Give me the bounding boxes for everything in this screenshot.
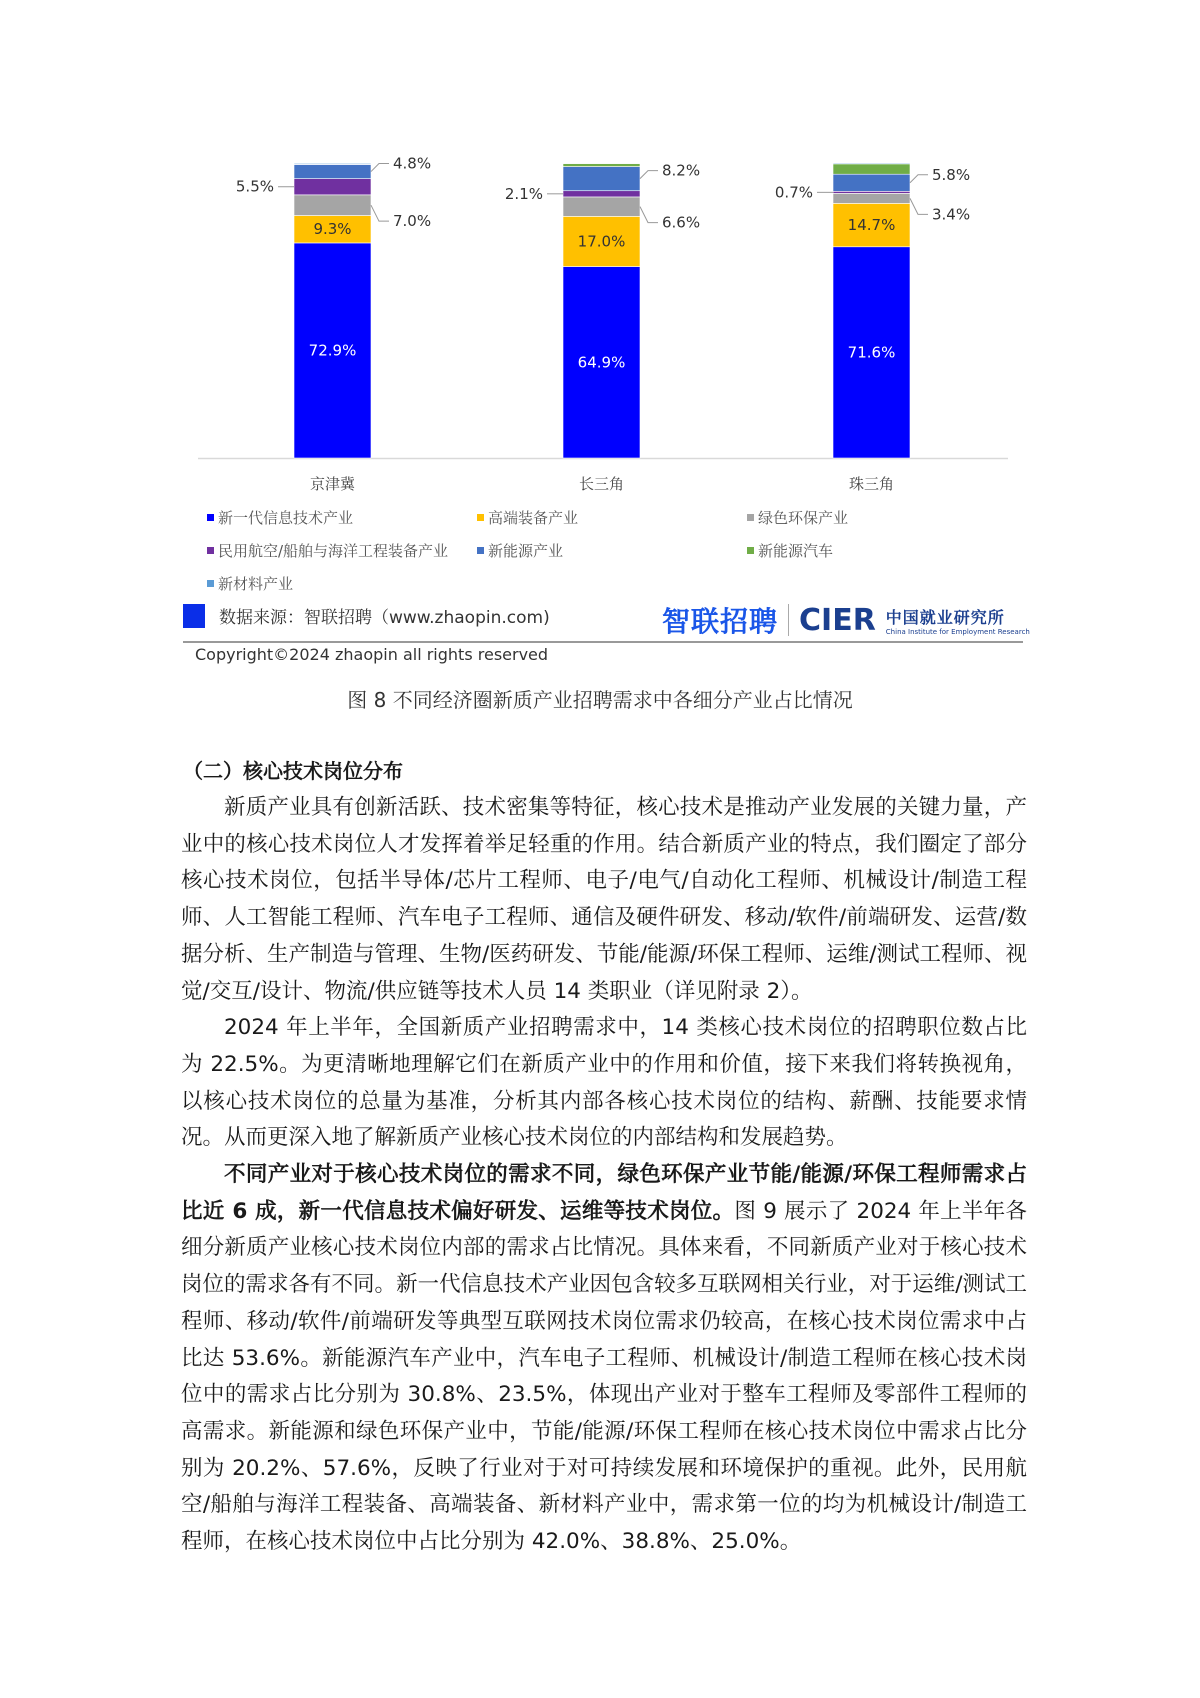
legend-swatch: [207, 547, 214, 554]
data-label: 9.3%: [313, 220, 352, 239]
paragraph-bold-lead: 不同产业对于核心技术岗位的需求不同，绿色环保产业节能/能源/环保工程师需求占比近 6 成，新一代信息技术偏好研发、运维等技术岗位。: [181, 1162, 1027, 1224]
body-text: [181, 756, 1027, 1561]
legend-label: 新能源汽车: [758, 542, 834, 560]
divider: [183, 641, 1023, 643]
source-marker: [183, 604, 205, 628]
bar-segment: [294, 179, 371, 195]
cier-logo: CIER: [799, 602, 876, 638]
copyright: Copyright©2024 zhaopin all rights reserved: [195, 645, 549, 664]
leader-line: [371, 164, 389, 172]
paragraph: [181, 1157, 1027, 1561]
data-label: 8.2%: [662, 161, 701, 180]
data-label: 2.1%: [504, 184, 543, 203]
data-label: 17.0%: [577, 232, 626, 251]
category-label: 京津冀: [309, 475, 356, 493]
category-label: 长三角: [578, 475, 625, 493]
zhaopin-logo: 智联招聘: [662, 605, 779, 638]
bar-segment: [563, 167, 640, 191]
source-label: 数据来源：智联招聘（www.zhaopin.com): [219, 608, 550, 628]
data-source: [183, 603, 550, 628]
data-label: 4.8%: [393, 154, 432, 173]
legend-item: [747, 507, 848, 528]
cier-en-name: China Institute for Employment Research: [885, 627, 1030, 636]
paragraph: 2024 年上半年，全国新质产业招聘需求中，14 类核心技术岗位的招聘职位数占比为 22.5%。为更清晰地理解它们在新质产业中的作用和价值，接下来我们将转换视角，以核心技术岗位的总量为基准，分析其内部各核心技术岗位的结构、薪酬、技能要求情况。从而更深入地了解新质产业核心技术岗位的内部结构和发展趋势。: [181, 1015, 1027, 1151]
legend-swatch: [477, 547, 484, 554]
leader-line: [371, 205, 389, 221]
bar-segment: [294, 195, 371, 216]
leader-line: [640, 207, 658, 223]
paragraph: 新质产业具有创新活跃、技术密集等特征，核心技术是推动产业发展的关键力量，产业中的核心技术岗位人才发挥着举足轻重的作用。结合新质产业的特点，我们圈定了部分核心技术岗位，包括半导体/芯片工程师、电子/电气/自动化工程师、机械设计/制造工程师、人工智能工程师、汽车电子工程师、通信及硬件研发、移动/软件/前端研发、运营/数据分析、生产制造与管理、生物/医药研发、节能/能源/环保工程师、运维/测试工程师、视觉/交互/设计、物流/供应链等技术人员 14 类职业（详见附录 2）。: [181, 795, 1027, 1004]
logo-divider: [788, 604, 789, 636]
bar-segment: [833, 191, 910, 193]
data-label: 6.6%: [662, 213, 701, 232]
legend-label: 新能源产业: [488, 542, 564, 560]
logos: [662, 600, 1030, 640]
data-label: 5.8%: [932, 165, 971, 184]
bar-segment: [563, 163, 640, 164]
legend-swatch: [477, 514, 484, 521]
legend-label: 高端装备产业: [488, 509, 579, 527]
bar-segment: [294, 164, 371, 178]
data-label: 7.0%: [393, 212, 432, 231]
bar-segment: [563, 191, 640, 197]
bar-segment: [833, 193, 910, 203]
stacked-bar-chart: [0, 0, 1200, 520]
legend-item: [207, 507, 353, 528]
leader-line: [910, 198, 928, 214]
bar-segment: [563, 197, 640, 216]
bar-segment: [294, 163, 371, 164]
legend-item: [477, 540, 563, 561]
leader-line: [640, 171, 658, 179]
legend-label: 民用航空/船舶与海洋工程装备产业: [218, 542, 449, 560]
legend-label: 新材料产业: [218, 575, 294, 593]
legend-item: [207, 573, 293, 594]
section-heading: （二）核心技术岗位分布: [183, 759, 403, 783]
data-label: 3.4%: [932, 205, 971, 224]
data-label: 5.5%: [235, 177, 274, 196]
bar-segment: [833, 164, 910, 174]
data-label: 64.9%: [577, 353, 626, 372]
data-label: 0.7%: [774, 183, 813, 202]
legend-swatch: [747, 547, 754, 554]
legend-item: [207, 540, 448, 561]
bar-segment: [833, 163, 910, 164]
legend-item: [477, 507, 578, 528]
data-label: 72.9%: [308, 341, 357, 360]
legend-swatch: [747, 514, 754, 521]
cier-cn-name: 中国就业研究所: [885, 607, 1005, 627]
leader-line: [910, 175, 928, 183]
legend-swatch: [207, 514, 214, 521]
legend-swatch: [207, 580, 214, 587]
data-label: 71.6%: [847, 343, 896, 362]
figure-caption: 图 8 不同经济圈新质产业招聘需求中各细分产业占比情况: [347, 688, 853, 712]
category-label: 珠三角: [848, 475, 895, 493]
legend-label: 新一代信息技术产业: [218, 509, 354, 527]
bar-segment: [833, 174, 910, 191]
cier-logo-text: [886, 605, 1030, 636]
bar-segment: [563, 164, 640, 167]
data-label: 14.7%: [847, 216, 896, 235]
legend-label: 绿色环保产业: [758, 509, 849, 527]
paragraph-body: 图 9 展示了 2024 年上半年各细分新质产业核心技术岗位内部的需求占比情况。具体来看，不同新质产业对于核心技术岗位的需求各有不同。新一代信息技术产业因包含较多互联网相关行业，对于运维/测试工程师、移动/软件/前端研发等典型互联网技术岗位需求仍较高，在核心技术岗位需求中占比达 53.6%。新能源汽车产业中，汽车电子工程师、机械设计/制造工程师在核心技术岗位中的需求占比分别为 30.8%、23.5%，体现出产业对于整车工程师及零部件工程师的高需求。新能源和绿色环保产业中，节能/能源/环保工程师在核心技术岗位中需求占比分别为 20.2%、57.6%，反映了行业对于对可持续发展和环境保护的重视。此外，民用航空/船舶与海洋工程装备、高端装备、新材料产业中，需求第一位的均为机械设计/制造工程师，在核心技术岗位中占比分别为 42.0%、38.8%、25.0%。: [181, 1198, 1027, 1555]
legend-item: [747, 540, 833, 561]
